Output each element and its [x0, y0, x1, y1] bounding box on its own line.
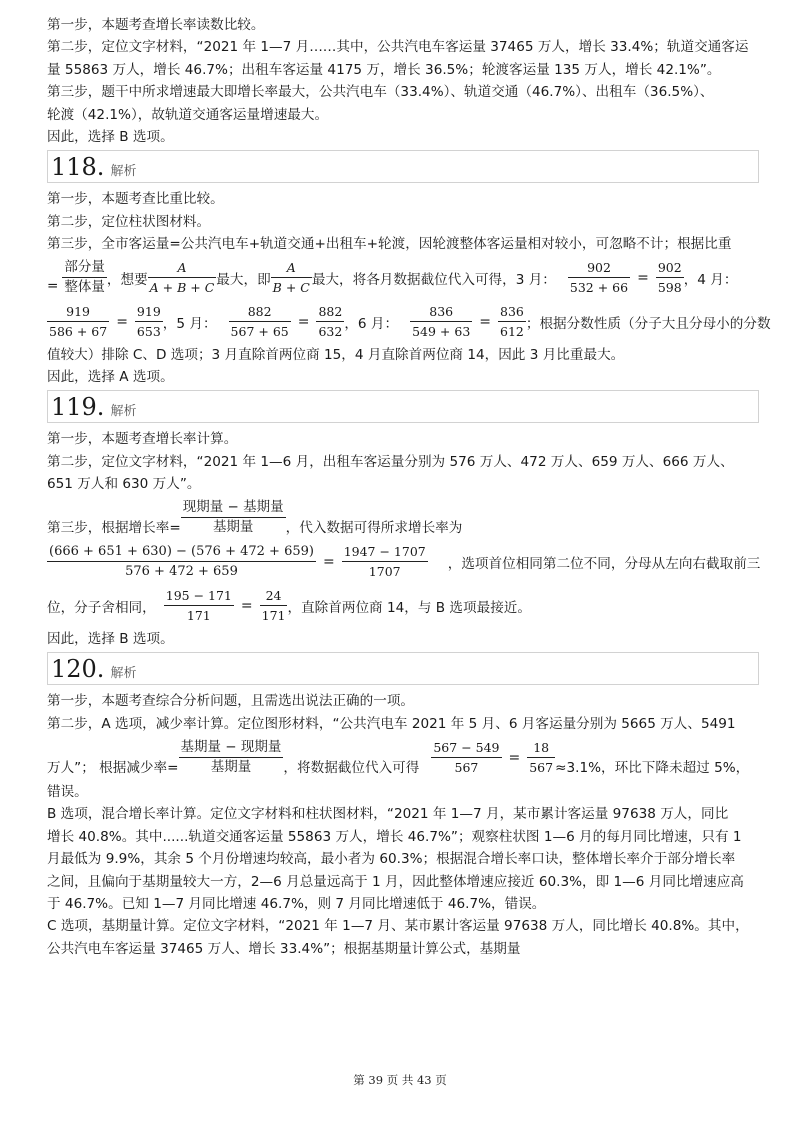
fraction-numerator: 919: [66, 304, 91, 320]
question-label: 解析: [110, 666, 137, 682]
text: ，代入数据可得所求增长率为: [285, 519, 463, 536]
paragraph: 第三步，全市客运量=公共汽电车+轨道交通+出租车+轮渡，因轮渡整体客运量相对较小，可忽略不计；根据比重: [47, 236, 732, 253]
fraction-numerator: 919: [136, 304, 161, 320]
question-label: 解析: [110, 404, 137, 420]
text: ；根据分数性质（分子大且分母小的分数: [525, 315, 771, 332]
paragraph: 增长 40.8%。其中......轨道交通客运量 55863 万人，增长 46.7%”；观察柱状图 1—6 月的每月同比增速，只有 1: [47, 828, 742, 845]
fraction-numerator: 902: [657, 260, 682, 276]
text: ，选项首位相同第二位不同，分母从左向右截取前三: [447, 555, 761, 572]
math-row: [47, 735, 759, 781]
fraction-numerator: 基期量 − 现期量: [180, 739, 282, 756]
text: ，直除首两位商 14，与 B 选项最接近。: [287, 599, 531, 616]
fraction-denominator: 632: [318, 324, 343, 340]
equals-sign: =: [297, 313, 310, 330]
equals-sign: =: [637, 269, 649, 286]
question-number: 120.: [51, 654, 105, 683]
question-label: 解析: [110, 164, 137, 180]
math-row: [47, 300, 771, 344]
fraction-denominator: 基期量: [212, 519, 254, 536]
math-row: [47, 496, 759, 540]
text: =: [47, 277, 59, 294]
fraction-denominator: 549 + 63: [412, 324, 471, 340]
fraction: [271, 258, 312, 297]
paragraph: 错误。: [47, 783, 88, 800]
paragraph: 因此，选择 B 选项。: [47, 630, 174, 647]
paragraph: 因此，选择 B 选项。: [47, 129, 174, 146]
text: 万人”； 根据减少率=: [47, 759, 179, 776]
fraction: [181, 498, 286, 537]
page-footer: 第 39 页 共 43 页: [353, 1073, 447, 1087]
fraction-numerator: A: [286, 260, 296, 276]
fraction: [179, 738, 284, 777]
fraction-denominator: 171: [261, 608, 286, 624]
paragraph: 轮渡（42.1%），故轨道交通客运量增速最大。: [47, 106, 329, 123]
fraction: [164, 586, 234, 625]
paragraph: 月最低为 9.9%，其余 5 个月份增速均较高，最小者为 60.3%；根据混合增长率口诀，整体增长率介于部分增长率: [47, 851, 736, 868]
text: 最大，将各月数据截位代入可得，3 月：: [311, 271, 556, 288]
text: ，6 月：: [344, 315, 399, 332]
fraction-numerator: 882: [247, 304, 272, 320]
paragraph: 第二步，定位柱状图材料。: [47, 213, 211, 230]
text: ≈3.1%，环比下降未超过 5%，: [555, 759, 750, 776]
fraction: [229, 302, 291, 341]
paragraph: C 选项，基期量计算。定位文字材料，“2021 年 1—7 月、某市累计客运量 97638 万人，同比增长 40.8%。其中，: [47, 918, 749, 935]
paragraph: 651 万人和 630 万人”。: [47, 476, 201, 493]
question-number: 119.: [51, 392, 105, 421]
fraction-denominator: 1707: [368, 564, 401, 580]
fraction-denominator: B + C: [272, 280, 310, 296]
math-row: [47, 256, 759, 300]
fraction-numerator: 195 − 171: [165, 588, 232, 604]
fraction-numerator: (666 + 651 + 630) − (576 + 472 + 659): [49, 544, 314, 560]
paragraph: 量 55863 万人，增长 46.7%；出租车客运量 4175 万，增长 36.5%；轮渡客运量 135 万人，增长 42.1%”。: [47, 61, 721, 78]
paragraph: B 选项，混合增长率计算。定位文字材料和柱状图材料，“2021 年 1—7 月，某市累计客运量 97638 万人，同比: [47, 806, 729, 823]
fraction: [342, 542, 428, 581]
fraction-denominator: 576 + 472 + 659: [125, 564, 238, 580]
paragraph: 值较大）排除 C、D 选项；3 月直除首两位商 15，4 月直除首两位商 14，因此 3 月比重最大。: [47, 346, 625, 363]
fraction: [148, 258, 217, 297]
fraction: [568, 258, 630, 297]
fraction-numerator: 1947 − 1707: [343, 544, 426, 560]
text: 第三步，根据增长率=: [47, 519, 181, 536]
paragraph: 公共汽电车客运量 37465 万人、增长 33.4%”；根据基期量计算公式，基期量: [47, 940, 521, 957]
paragraph: 第一步，本题考查增长率读数比较。: [47, 17, 265, 33]
fraction-denominator: 基期量: [210, 759, 252, 776]
fraction: [527, 738, 555, 777]
fraction-numerator: 现期量 − 基期量: [182, 499, 284, 516]
question-header-120: [47, 652, 759, 685]
fraction: [47, 542, 316, 581]
paragraph: 第二步，定位文字材料，“2021 年 1—7 月……其中，公共汽电车客运量 37465 万人，增长 33.4%；轨道交通客运: [47, 39, 749, 56]
equals-sign: =: [322, 553, 335, 570]
fraction-denominator: 171: [186, 608, 211, 624]
equals-sign: =: [116, 313, 128, 330]
fraction-denominator: 586 + 67: [49, 324, 108, 340]
fraction: [498, 302, 526, 341]
text: ，5 月：: [162, 315, 217, 332]
text: 位，分子舍相同，: [47, 599, 156, 616]
fraction-denominator: A + B + C: [149, 280, 215, 296]
paragraph: 之间，且偏向于基期量较大一方，2—6 月总量远高于 1 月，因此整体增速应接近 60.3%，即 1—6 月同比增速应高: [47, 873, 744, 890]
fraction-numerator: 部分量: [64, 259, 105, 276]
paragraph: 于 46.7%。已知 1—7 月同比增速 46.7%，则 7 月同比增速低于 46.7%，错误。: [47, 895, 546, 912]
paragraph: 第二步，定位文字材料，“2021 年 1—6 月，出租车客运量分别为 576 万人、472 万人、659 万人、666 万人、: [47, 453, 734, 470]
fraction-denominator: 598: [657, 280, 682, 296]
equals-sign: =: [479, 313, 492, 330]
text: ，4 月：: [683, 271, 738, 288]
paragraph: 第二步，A 选项，减少率计算。定位图形材料，“公共汽电车 2021 年 5 月、6 月客运量分别为 5665 万人、5491: [47, 715, 736, 732]
paragraph: 第一步，本题考查比重比较。: [47, 191, 224, 208]
text: 最大，即: [216, 271, 271, 288]
fraction-numerator: 18: [533, 740, 550, 756]
fraction: [656, 258, 684, 297]
fraction-numerator: 24: [265, 588, 282, 604]
fraction: [260, 586, 288, 625]
paragraph: 第一步，本题考查增长率计算。: [47, 431, 238, 448]
page-content: [47, 14, 771, 960]
fraction: [47, 302, 109, 341]
fraction-denominator: 整体量: [64, 279, 105, 296]
fraction: [431, 738, 501, 777]
equals-sign: =: [240, 597, 253, 614]
fraction-denominator: 567: [454, 760, 479, 776]
question-number: 118.: [51, 152, 105, 181]
fraction: [135, 302, 163, 341]
fraction-numerator: A: [177, 260, 187, 276]
fraction-numerator: 567 − 549: [433, 740, 500, 756]
fraction-numerator: 882: [318, 304, 343, 320]
fraction-denominator: 532 + 66: [569, 280, 629, 296]
fraction-numerator: 902: [587, 260, 611, 276]
fraction: [62, 258, 107, 297]
paragraph: 因此，选择 A 选项。: [47, 369, 174, 386]
paragraph: 第一步，本题考查综合分析问题，且需选出说法正确的一项。: [47, 693, 415, 710]
fraction-denominator: 653: [136, 324, 161, 340]
fraction: [410, 302, 472, 341]
math-row: [47, 584, 759, 628]
fraction-denominator: 612: [500, 324, 524, 340]
text: ，将数据截位代入可得: [283, 759, 420, 776]
fraction-denominator: 567: [529, 760, 554, 776]
math-row: [47, 540, 759, 584]
fraction-numerator: 836: [429, 304, 454, 320]
fraction: [316, 302, 344, 341]
question-header-118: [47, 150, 759, 183]
text: ，想要: [106, 271, 148, 288]
paragraph: 第三步，题干中所求增速最大即增长率最大，公共汽电车（33.4%）、轨道交通（46.7%）、出租车（36.5%）、: [47, 84, 714, 101]
fraction-numerator: 836: [500, 304, 524, 320]
equals-sign: =: [508, 749, 521, 766]
fraction-denominator: 567 + 65: [230, 324, 289, 340]
question-header-119: [47, 390, 759, 423]
